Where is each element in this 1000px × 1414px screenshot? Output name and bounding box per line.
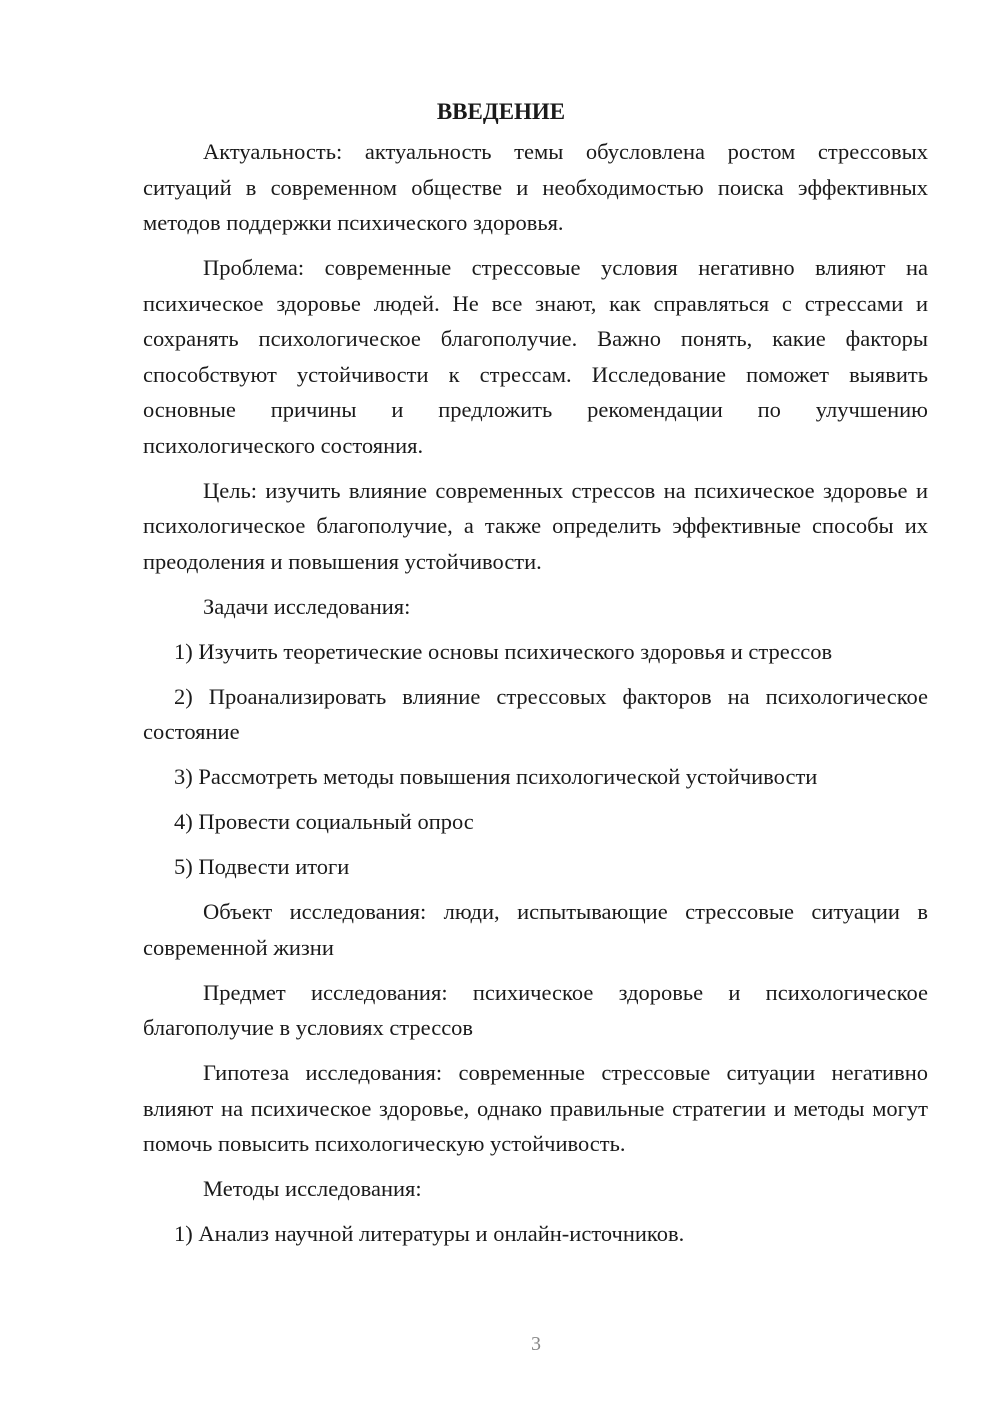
task-item: 5) Подвести итоги — [174, 854, 350, 879]
paragraph-tasks-heading: Задачи исследования: — [203, 593, 411, 619]
page-title: ВВЕДЕНИЕ — [436, 99, 566, 124]
method-item: 1) Анализ научной литературы и онлайн-источников. — [174, 1221, 685, 1246]
task-item: 2) Проанализировать влияние стрессовых факторов на психологическое состояние — [143, 683, 928, 744]
paragraph-problem: Проблема: современные стрессовые условия негативно влияют на психическое здоровье людей. Не все знают, как справляться с стрессами и сохранять психологическое благополучие. Важно понять, какие факторы способствуют устойчивости к стрессам. Исследование поможет выявить основные причины и предложить рекомендации по улучшению психологического состояния. — [143, 255, 928, 458]
task-item: 4) Провести социальный опрос — [174, 809, 474, 834]
task-item: 3) Рассмотреть методы повышения психологической устойчивости — [174, 764, 818, 789]
page-number: 3 — [531, 1333, 541, 1355]
paragraph-relevance: Актуальность: актуальность темы обусловлена ростом стрессовых ситуаций в современном обществе и необходимостью поиска эффективных методов поддержки психического здоровья. — [143, 139, 928, 235]
paragraph-object: Объект исследования: люди, испытывающие стрессовые ситуации в современной жизни — [143, 899, 928, 960]
task-item: 1) Изучить теоретические основы психического здоровья и стрессов — [174, 638, 833, 664]
paragraph-hypothesis: Гипотеза исследования: современные стрессовые ситуации негативно влияют на психическое здоровье, однако правильные стратегии и методы могут помочь повысить психологическую устойчивость. — [143, 1060, 928, 1156]
paragraph-subject: Предмет исследования: психическое здоровье и психологическое благополучие в условиях стрессов — [143, 979, 928, 1040]
paragraph-goal: Цель: изучить влияние современных стрессов на психическое здоровье и психологическое благополучие, а также определить эффективные способы их преодоления и повышения устойчивости. — [143, 477, 928, 574]
document-body — [143, 134, 928, 1252]
paragraph-methods-heading: Методы исследования: — [203, 1176, 422, 1201]
